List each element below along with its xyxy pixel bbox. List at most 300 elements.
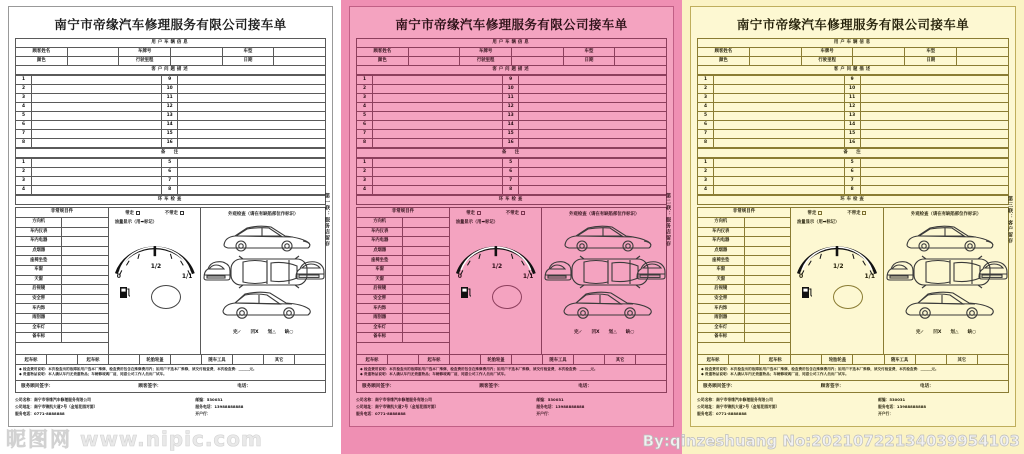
inspect-band-table [697,195,1009,205]
inspection-block [697,207,1009,355]
no-take-away-checkbox[interactable] [521,211,525,215]
take-away-options [109,208,201,216]
table-row [357,285,449,295]
remark-table [697,158,1009,195]
field-model[interactable] [274,48,326,57]
remark-text-field[interactable] [519,168,667,177]
inspection-item-value[interactable] [62,227,108,237]
footer-company-address: 公司地址：南宁市锦凯大道7号（金旭花园对面） [15,403,98,409]
remark-index: 3 [16,177,32,186]
vehicle-info-band: 用户车辆信息 [357,39,667,48]
accessory-value[interactable] [233,355,264,365]
fuel-gauge[interactable] [450,235,542,305]
remark-text-field[interactable] [860,159,1008,168]
remark-index: 3 [698,177,714,186]
inspection-item-value[interactable] [62,333,108,343]
remark-text-field[interactable] [714,168,845,177]
remark-index: 5 [503,159,519,168]
field-date[interactable] [274,57,326,66]
problem-text-field[interactable] [178,76,326,85]
label-plate-no: 车牌号 [460,48,512,57]
inspection-item-label: 雨刮器 [16,314,62,324]
field-mileage[interactable] [170,57,222,66]
inspection-item-value[interactable] [62,314,108,324]
inspection-item-value[interactable] [744,246,790,256]
problem-text-field[interactable] [178,130,326,139]
remark-text-field[interactable] [714,186,845,195]
problem-text-field[interactable] [519,121,667,130]
fuel-note-circle[interactable] [492,285,522,309]
field-customer-name[interactable] [67,48,119,57]
inspection-block [356,207,667,355]
inspection-item-value[interactable] [744,266,790,276]
legend-entry: 划△ [950,330,959,335]
table-row [357,266,449,276]
problem-text-field[interactable] [373,130,503,139]
field-date[interactable] [615,57,667,66]
inspection-item-value[interactable] [403,246,449,256]
problem-text-field[interactable] [860,112,1008,121]
no-take-away-checkbox[interactable] [180,211,184,215]
problem-text-field[interactable] [714,130,845,139]
accessory-label: 起车标 [357,355,388,365]
field-mileage[interactable] [853,57,905,66]
take-away-checkbox[interactable] [477,211,481,215]
field-color[interactable] [67,57,119,66]
problem-text-field[interactable] [32,94,162,103]
problem-text-field[interactable] [373,85,503,94]
problem-text-field[interactable] [373,103,503,112]
accessory-value[interactable] [295,355,326,365]
table-row [16,237,108,247]
car-diagram-group[interactable] [542,219,666,329]
page-title: 南宁市帝缘汽车修理服务有限公司接车单 [395,17,628,32]
table-row [698,76,1009,85]
problem-index: 8 [357,139,373,148]
customer-signature-field[interactable]: 顾客签字： [820,384,844,390]
accessory-label: 随车工具 [543,355,574,365]
remark-text-field[interactable] [373,177,503,186]
inspection-item-value[interactable] [62,218,108,228]
field-mileage[interactable] [511,57,563,66]
table-row [16,333,108,343]
inspection-item-value[interactable] [744,256,790,266]
inspection-item-value[interactable] [744,314,790,324]
fuel-note-circle[interactable] [833,285,863,309]
accessory-value[interactable] [636,355,667,365]
problem-text-field[interactable] [714,94,845,103]
inspection-item-label: 安全带 [698,294,744,304]
problem-description-table [356,75,667,148]
problem-text-field[interactable] [178,85,326,94]
remark-text-field[interactable] [519,159,667,168]
car-view-left-icon[interactable] [542,257,572,285]
remark-text-field[interactable] [519,177,667,186]
gauge-max-label: 1/1 [522,273,534,280]
no-take-away-label[interactable]: 不带走 [165,210,184,216]
inspection-item-value[interactable] [403,266,449,276]
inspection-item-value[interactable] [403,275,449,285]
table-row [16,85,326,94]
accessory-value[interactable] [47,355,78,365]
problem-index: 2 [698,85,714,94]
footer-right-column [195,396,326,417]
problem-text-field[interactable] [373,121,503,130]
problem-text-field[interactable] [373,112,503,121]
field-model[interactable] [615,48,667,57]
inspection-item-value[interactable] [403,218,449,228]
legend-entry: 凹X [250,330,259,335]
take-away-label[interactable]: 带走 [125,210,140,216]
fuel-note-circle[interactable] [151,285,181,309]
remark-text-field[interactable] [860,186,1008,195]
take-away-checkbox[interactable] [136,211,140,215]
car-view-left-icon[interactable] [884,257,914,285]
inspection-item-value[interactable] [403,237,449,247]
remark-text-field[interactable] [519,186,667,195]
problem-text-field[interactable] [32,130,162,139]
remark-index: 6 [844,168,860,177]
field-plate-no[interactable] [853,48,905,57]
inspection-item-value[interactable] [403,304,449,314]
inspection-item-value[interactable] [403,285,449,295]
accessory-value[interactable] [977,355,1008,365]
footer-service-phone: 服务电话：0771-8888888 [697,410,747,416]
table-row [698,266,790,276]
car-view-right-icon[interactable] [976,257,1008,285]
problem-text-field[interactable] [860,85,1008,94]
accessory-value[interactable] [574,355,605,365]
fuel-gauge[interactable] [791,235,883,305]
remark-text-field[interactable] [714,159,845,168]
fuel-column [109,208,202,354]
inspection-item-value[interactable] [62,294,108,304]
problem-text-field[interactable] [519,130,667,139]
company-footer [15,396,326,417]
problem-index: 15 [162,130,178,139]
problem-text-field[interactable] [714,76,845,85]
notes-block [356,365,667,381]
inspection-item-value[interactable] [403,294,449,304]
field-date[interactable] [957,57,1009,66]
inspection-item-value[interactable] [62,266,108,276]
problem-text-field[interactable] [178,121,326,130]
remark-band: 备 注 [698,149,1009,158]
exterior-inspection-title: 外观检查（请在有缺陷部位作标识） [228,212,299,217]
problem-text-field[interactable] [860,103,1008,112]
table-row [698,314,790,324]
note-line: ◆ 贵重物品说明：本人确认车内无贵重物品；车辆修竣离厂前，同意公司工作人员出厂试车。 [19,372,167,377]
accessory-value[interactable] [791,355,822,365]
remark-text-field[interactable] [178,186,326,195]
inspection-item-value[interactable] [744,275,790,285]
table-row [357,103,667,112]
inspection-item-value[interactable] [62,285,108,295]
inspection-item-label: 座椅坐垫 [357,256,403,266]
take-away-checkbox[interactable] [818,211,822,215]
accessories-row [15,354,326,365]
problem-text-field[interactable] [32,76,162,85]
remark-index: 5 [844,159,860,168]
problem-text-field[interactable] [519,94,667,103]
footer-left-column [697,396,878,417]
label-color: 颜色 [16,57,68,66]
inspection-legend [884,329,1008,335]
footer-right-column [536,396,667,417]
accessory-value[interactable] [109,355,140,365]
no-take-away-label[interactable]: 不带走 [847,210,866,216]
table-row [698,186,1009,195]
inspection-item-label: 座椅坐垫 [16,256,62,266]
table-row [357,333,449,343]
inspection-item-value[interactable] [403,227,449,237]
table-row [357,294,449,304]
fuel-column [791,208,884,354]
footer-company-name: 公司名称：南宁市帝缘汽车修理服务有限公司 [697,396,773,402]
inspection-item-label: 车窗 [698,266,744,276]
inspection-item-value[interactable] [744,333,790,343]
table-row [16,218,108,228]
problem-text-field[interactable] [860,76,1008,85]
remark-band: 备 注 [357,149,667,158]
problem-text-field[interactable] [714,112,845,121]
phone-field[interactable]: 电话： [919,384,934,390]
vehicle-info-band: 用户车辆信息 [698,39,1009,48]
problem-text-field[interactable] [860,130,1008,139]
problem-index: 8 [698,139,714,148]
car-diagram-group[interactable] [884,219,1008,329]
remark-text-field[interactable] [373,168,503,177]
problem-text-field[interactable] [860,139,1008,148]
company-footer [697,396,1009,417]
problem-text-field[interactable] [519,112,667,121]
field-customer-name[interactable] [408,48,460,57]
label-customer-name: 顾客姓名 [16,48,68,57]
field-plate-no[interactable] [170,48,222,57]
problem-text-field[interactable] [178,103,326,112]
inspection-item-value[interactable] [744,323,790,333]
remark-index: 1 [357,159,373,168]
remark-text-field[interactable] [178,177,326,186]
accessory-value[interactable] [388,355,419,365]
accessory-value[interactable] [171,355,202,365]
vehicle-info-table [356,38,667,75]
remark-text-field[interactable] [860,168,1008,177]
customer-signature-field[interactable]: 顾客签字： [479,384,503,390]
problem-index: 14 [844,121,860,130]
inspection-item-value[interactable] [403,333,449,343]
accessory-value[interactable] [915,355,946,365]
car-view-front-three-quarter-icon[interactable] [902,221,998,253]
no-take-away-label[interactable]: 不带走 [506,210,525,216]
car-view-rear-three-quarter-icon[interactable] [560,289,656,321]
label-mileage: 行驶里程 [119,57,171,66]
advisor-signature-field[interactable]: 服务顾问签字： [703,384,736,390]
problem-text-field[interactable] [178,94,326,103]
remark-index: 4 [16,186,32,195]
remark-index: 1 [16,159,32,168]
problem-text-field[interactable] [519,85,667,94]
problem-index: 2 [357,85,373,94]
footer-bank-account: 开户行： [536,410,552,416]
inspection-item-value[interactable] [403,256,449,266]
accessory-label: 起车标 [760,355,791,365]
inspection-items-header: 非常规目件 [357,208,449,218]
inspection-item-label: 方向机 [16,218,62,228]
legend-entry: 缺○ [967,330,977,335]
footer-service-phone: 服务电话：0771-8888888 [356,410,406,416]
inspection-items-header: 非常规目件 [698,208,790,218]
remark-text-field[interactable] [32,186,162,195]
table-row [16,294,108,304]
remark-text-field[interactable] [714,177,845,186]
table-row [16,227,108,237]
inspection-item-value[interactable] [403,323,449,333]
remark-text-field[interactable] [373,186,503,195]
take-away-options [450,208,542,216]
table-row [357,121,667,130]
accessory-label: 其它 [264,355,295,365]
car-view-front-three-quarter-icon[interactable] [219,221,315,253]
phone-field[interactable]: 电话： [237,384,252,390]
note-line: ◆ 检查费用说明：本次检查出的故障如用户选本厂维修，检查费用包含在维修费用内；如用户不选本厂维修，须交付检查费，本次检查费：＿＿＿元。 [701,367,939,371]
accessory-value[interactable] [729,355,760,365]
problem-text-field[interactable] [373,76,503,85]
car-view-rear-three-quarter-icon[interactable] [219,289,315,321]
field-color[interactable] [749,57,801,66]
fuel-gauge[interactable] [109,235,201,305]
inspection-item-value[interactable] [744,218,790,228]
remark-text-field[interactable] [373,159,503,168]
customer-signature-field[interactable]: 顾客签字： [138,384,162,390]
remark-text-field[interactable] [178,159,326,168]
inspection-item-label: 车内饰 [357,304,403,314]
accessory-value[interactable] [450,355,481,365]
exterior-inspection-title: 外观检查（请在有缺陷部位作标识） [569,212,640,217]
table-row [698,275,790,285]
inspection-legend [201,329,325,335]
footer-bank-account: 开户行： [877,410,894,416]
car-view-front-three-quarter-icon[interactable] [560,221,656,253]
field-model[interactable] [957,48,1009,57]
inspection-item-value[interactable] [744,304,790,314]
legend-entry: 划△ [608,330,617,335]
car-view-left-icon[interactable] [201,257,231,285]
problem-text-field[interactable] [32,139,162,148]
problem-text-field[interactable] [860,121,1008,130]
inspection-item-value[interactable] [62,246,108,256]
inspection-items-header: 非常规目件 [16,208,108,218]
inspection-item-label: 全车灯 [698,323,744,333]
inspection-item-value[interactable] [744,227,790,237]
problem-text-field[interactable] [519,103,667,112]
problem-index: 4 [357,103,373,112]
label-customer-name: 顾客姓名 [357,48,409,57]
problem-text-field[interactable] [860,94,1008,103]
remark-text-field[interactable] [860,177,1008,186]
table-row [357,323,449,333]
field-plate-no[interactable] [511,48,563,57]
table-row [698,208,790,218]
table-row [698,121,1009,130]
advisor-signature-field[interactable]: 服务顾问签字： [362,384,395,390]
inspection-legend [542,329,666,335]
remark-text-field[interactable] [32,177,162,186]
problem-text-field[interactable] [32,121,162,130]
vehicle-info-band: 用户车辆信息 [16,39,326,48]
inspection-item-value[interactable] [62,323,108,333]
table-row [698,355,1009,365]
problem-text-field[interactable] [373,139,503,148]
table-row [698,323,790,333]
signature-row [356,381,667,393]
problem-text-field[interactable] [519,76,667,85]
take-away-label[interactable]: 带走 [808,210,823,216]
problem-text-field[interactable] [32,103,162,112]
table-row [16,304,108,314]
car-diagram-group[interactable] [201,219,325,329]
remark-text-field[interactable] [32,168,162,177]
problem-text-field[interactable] [714,121,845,130]
inspection-item-value[interactable] [62,256,108,266]
take-away-label[interactable]: 带走 [466,210,481,216]
copy-side-tab: 第一联：服务店留存 [324,193,330,247]
inspection-item-label: 点烟器 [357,246,403,256]
legend-entry: 凹X [933,330,942,335]
remark-text-field[interactable] [32,159,162,168]
footer-company-address: 公司地址：南宁市锦凯大道7号（金旭花园对面） [697,403,780,409]
car-view-right-icon[interactable] [293,257,325,285]
footer-mobile-phone: 服务电话：13988888888 [536,403,585,409]
problem-text-field[interactable] [32,112,162,121]
label-mileage: 行驶里程 [460,57,512,66]
footer-bank-account: 开户行： [195,410,211,416]
field-color[interactable] [408,57,460,66]
problem-text-field[interactable] [373,94,503,103]
phone-field[interactable]: 电话： [578,384,593,390]
inspection-item-value[interactable] [62,304,108,314]
problem-index: 8 [16,139,32,148]
inspection-item-value[interactable] [403,314,449,324]
problem-text-field[interactable] [178,112,326,121]
accessory-value[interactable] [853,355,884,365]
accessory-label: 轮胎轮盖 [822,355,853,365]
problem-index: 1 [698,76,714,85]
field-customer-name[interactable] [749,48,801,57]
table-row [698,103,1009,112]
car-view-rear-three-quarter-icon[interactable] [902,289,998,321]
accessory-value[interactable] [512,355,543,365]
problem-index: 7 [698,130,714,139]
problem-index: 12 [503,103,519,112]
problem-text-field[interactable] [519,139,667,148]
inspection-item-value[interactable] [62,275,108,285]
inspection-item-value[interactable] [744,285,790,295]
no-take-away-checkbox[interactable] [862,211,866,215]
problem-text-field[interactable] [178,139,326,148]
advisor-signature-field[interactable]: 服务顾问签字： [21,384,54,390]
problem-text-field[interactable] [714,85,845,94]
problem-text-field[interactable] [32,85,162,94]
inspection-item-value[interactable] [62,237,108,247]
inspection-item-value[interactable] [744,237,790,247]
remark-text-field[interactable] [178,168,326,177]
problem-description-table [15,75,326,148]
car-view-right-icon[interactable] [634,257,666,285]
inspection-item-value[interactable] [744,294,790,304]
problem-text-field[interactable] [714,103,845,112]
problem-text-field[interactable] [714,139,845,148]
